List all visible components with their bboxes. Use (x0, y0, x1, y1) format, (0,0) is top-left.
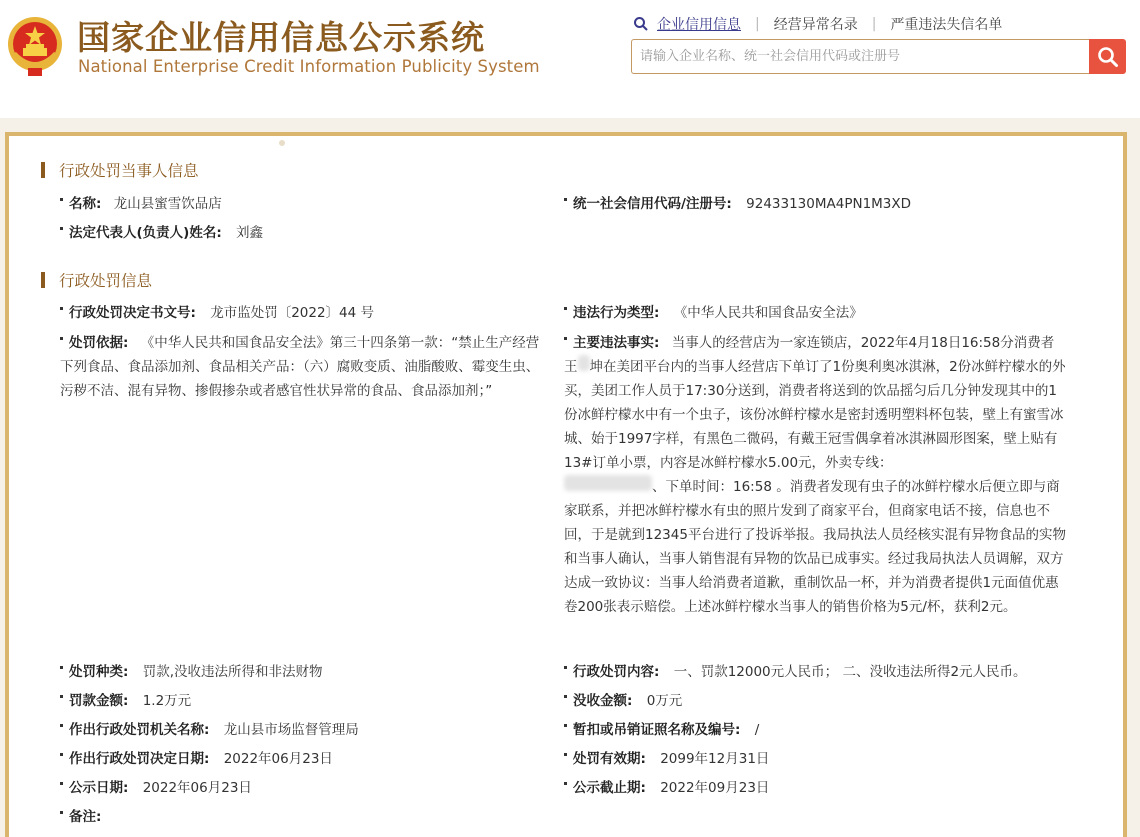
site-title: 国家企业信用信息公示系统 (77, 18, 485, 57)
nav-abnormal-list[interactable]: 经营异常名录 (773, 17, 858, 33)
main-facts-field: 主要违法事实: 当事人的经营店为一家连锁店，2022年4月18日16:58分消费者王 坤在美团平台内的当事人经营店下单订了1份奥利奥冰淇淋，2份冰鲜柠檬水的外买，美团工作人员于17:30分送到，消费者将送到的饮品摇匀后几分钟发现其中的1份冰鲜柠檬水中有一个虫子，该份冰鲜柠檬水是密封透明塑料杯包装，壁上有蜜雪冰城、始于1997字样，有黑色二微码，有戴王冠雪偶拿着冰淇淋圆形图案，壁上贴有13#订单小票，内容是冰鲜柠檬水5.00元，外卖专线： 、下单时间：16:58 。消费者发现有虫子的冰鲜柠檬水后便立即与商家联系，并把冰鲜柠檬水有虫的照片发到了商家平台，但商家电话不接，信息也不回，于是就到12345平台进行了投诉举报。我局执法人员经核实混有异物食品的实物和当事人确认，当事人销售混有异物的饮品已成事实。经过我局执法人员调解，双方达成一致协议：当事人给消费者道歉，重制饮品一杯，并为消费者提供1元面值优惠卷200张表示赔偿。上述冰鲜柠檬水当事人的销售价格为5元/杯，获利2元。 (564, 335, 1066, 615)
validity-value: 2099年12月31日 (660, 751, 770, 767)
search-input[interactable] (631, 39, 1089, 74)
publish-date-field: 公示日期: 2022年06月23日 (60, 776, 252, 800)
site-header (0, 0, 1140, 118)
penalty-content-value: 一、罚款12000元人民币； 二、没收违法所得2元人民币。 (673, 664, 1027, 680)
authority-field: 作出行政处罚机关名称: 龙山县市场监督管理局 (60, 718, 359, 742)
nav-enterprise-credit[interactable]: 企业信用信息 (657, 17, 741, 33)
fine-amount-value: 1.2万元 (142, 693, 192, 709)
search-button[interactable] (1089, 39, 1126, 74)
nav-divider: | (755, 16, 760, 32)
penalty-kind-field: 处罚种类: 罚款,没收违法所得和非法财物 (60, 660, 323, 684)
section-marker (41, 162, 45, 178)
decision-number-field: 行政处罚决定书文号: 龙市监处罚〔2022〕44 号 (60, 301, 374, 325)
remark-field: 备注: (60, 805, 111, 829)
main-facts-value: 当事人的经营店为一家连锁店，2022年4月18日16:58分消费者王 坤在美团平台内的当事人经营店下单订了1份奥利奥冰淇淋，2份冰鲜柠檬水的外买，美团工作人员于17:30分送到，消费者将送到的饮品摇匀后几分钟发现其中的1份冰鲜柠檬水中有一个虫子，该份冰鲜柠檬水是密封透明塑料杯包装，壁上有蜜雪冰城、始于1997字样，有黑色二微码，有戴王冠雪偶拿着冰淇淋圆形图案，壁上贴有13#订单小票，内容是冰鲜柠檬水5.00元，外卖专线： 、下单时间：16:58 。消费者发现有虫子的冰鲜柠檬水后便立即与商家联系，并把冰鲜柠檬水有虫的照片发到了商家平台，但商家电话不接，信息也不回，于是就到12345平台进行了投诉举报。我局执法人员经核实混有异物食品的实物和当事人确认，当事人销售混有异物的饮品已成事实。经过我局执法人员调解，双方达成一致协议：当事人给消费者道歉，重制饮品一杯，并为消费者提供1元面值优惠卷200张表示赔偿。上述冰鲜柠檬水当事人的销售价格为5元/杯，获利2元。 (564, 335, 1066, 615)
decision-date-field: 作出行政处罚决定日期: 2022年06月23日 (60, 747, 333, 771)
party-section-title: 行政处罚当事人信息 (41, 159, 199, 181)
validity-field: 处罚有效期: 2099年12月31日 (564, 747, 769, 771)
top-nav (633, 14, 1002, 34)
party-name-value: 龙山县蜜雪饮品店 (113, 196, 222, 212)
penalty-section-title: 行政处罚信息 (41, 269, 152, 291)
decision-number-value: 龙市监处罚〔2022〕44 号 (210, 305, 375, 321)
publish-end-field: 公示截止期: 2022年09月23日 (564, 776, 769, 800)
penalty-kind-value: 罚款,没收违法所得和非法财物 (142, 664, 323, 680)
section-marker (41, 272, 45, 288)
publish-date-value: 2022年06月23日 (142, 780, 252, 796)
violation-type-field: 违法行为类型: 《中华人民共和国食品安全法》 (564, 301, 863, 325)
site-subtitle: National Enterprise Credit Information Publicity System (78, 57, 540, 76)
decorative-dot (279, 140, 285, 146)
credit-code-field: 统一社会信用代码/注册号: 92433130MA4PN1M3XD (564, 192, 911, 216)
license-field: 暂扣或吊销证照名称及编号: / (564, 718, 759, 742)
confiscated-amount-field: 没收金额: 0万元 (564, 689, 682, 713)
violation-type-value: 《中华人民共和国食品安全法》 (673, 305, 863, 321)
national-emblem-icon (6, 14, 64, 78)
penalty-content-field: 行政处罚内容: 一、罚款12000元人民币； 二、没收违法所得2元人民币。 (564, 660, 1027, 684)
nav-serious-violation-list[interactable]: 严重违法失信名单 (890, 17, 1003, 33)
license-value: / (754, 722, 760, 738)
redacted-text (564, 475, 652, 491)
fine-amount-field: 罚款金额: 1.2万元 (60, 689, 191, 713)
penalty-basis-value: 《中华人民共和国食品安全法》第三十四条第一款：“禁止生产经营下列食品、食品添加剂、食品相关产品：（六）腐败变质、油脂酸败、霉变生虫、污秽不洁、混有异物、掺假掺杂或者感官性状异常的食品、食品添加剂；” (60, 335, 540, 399)
legal-rep-value: 刘鑫 (236, 225, 264, 241)
authority-value: 龙山县市场监督管理局 (223, 722, 359, 738)
publish-end-value: 2022年09月23日 (660, 780, 770, 796)
penalty-basis-field: 处罚依据: 《中华人民共和国食品安全法》第三十四条第一款：“禁止生产经营下列食品、食品添加剂、食品相关产品：（六）腐败变质、油脂酸败、霉变生虫、污秽不洁、混有异物、掺假掺杂或者感官性状异常的食品、食品添加剂；” (60, 335, 540, 399)
search-icon (1097, 46, 1119, 68)
decision-date-value: 2022年06月23日 (223, 751, 333, 767)
legal-rep-field: 法定代表人(负责人)姓名: 刘鑫 (60, 221, 263, 245)
credit-code-value: 92433130MA4PN1M3XD (746, 196, 912, 212)
confiscated-amount-value: 0万元 (646, 693, 683, 709)
party-name-field: 名称: 龙山县蜜雪饮品店 (60, 192, 222, 216)
nav-divider: | (871, 16, 877, 32)
search-icon (633, 16, 649, 32)
redacted-text (578, 355, 590, 371)
